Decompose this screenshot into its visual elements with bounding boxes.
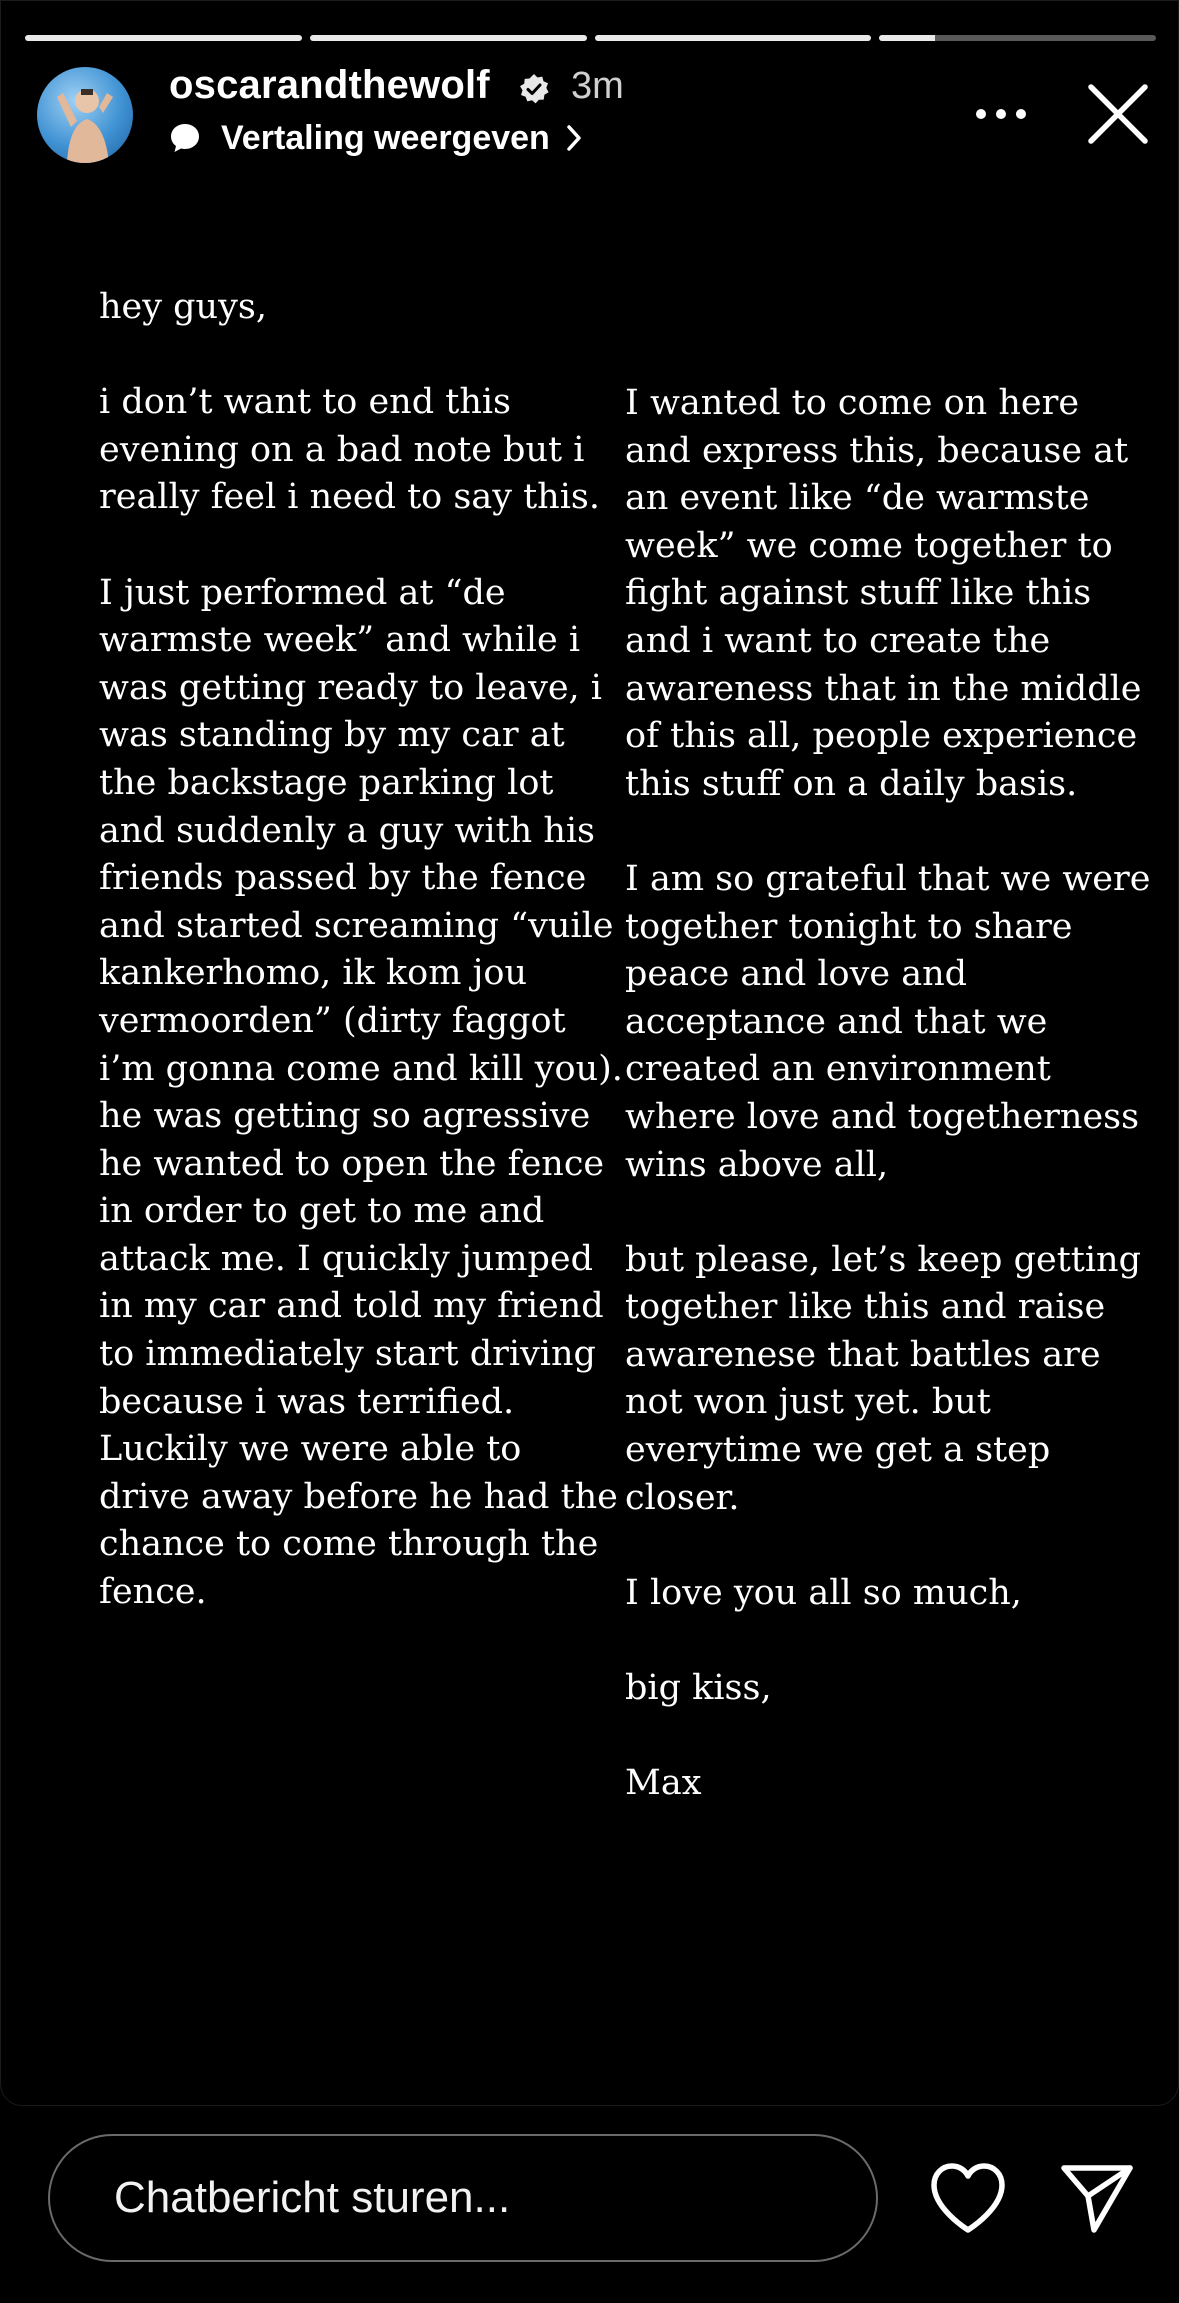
letter-line: to immediately start driving [99, 1334, 596, 1375]
letter-line: peace and love and [625, 954, 968, 995]
letter-line: closer. [625, 1477, 740, 1518]
progress-fill [25, 35, 302, 41]
letter-line: because i was terrified. [99, 1381, 515, 1422]
chat-message-field[interactable] [48, 2134, 878, 2262]
letter-line: kankerhomo, ik kom jou [99, 953, 527, 994]
letter-line: and started screaming “vuile [99, 905, 614, 946]
letter-line: really feel i need to say this. [99, 477, 600, 518]
letter-line: wins above all, [625, 1144, 889, 1185]
letter-line: and i want to create the [625, 620, 1051, 661]
letter-line: together like this and raise [625, 1287, 1106, 1328]
letter-line: was getting ready to leave, i [99, 667, 603, 708]
letter-line: hey guys, [99, 287, 267, 327]
letter-line [625, 1713, 1150, 1761]
letter-line: chance to come through the [99, 1524, 599, 1565]
letter-line: fight against stuff like this [625, 573, 1092, 614]
letter-line [625, 1189, 1150, 1237]
letter-line: Max [625, 1763, 702, 1804]
letter-line: and suddenly a guy with his [99, 810, 596, 851]
letter-line: I wanted to come on here [625, 383, 1080, 423]
letter-line: of this all, people experience [625, 716, 1138, 757]
letter-line: the backstage parking lot [99, 762, 554, 803]
close-icon[interactable] [1085, 81, 1151, 147]
letter-line: not won just yet. but [625, 1382, 991, 1423]
chat-input[interactable] [112, 2172, 816, 2224]
letter-line: week” we come together to [625, 525, 1113, 566]
letter-line: awarenese that battles are [625, 1334, 1101, 1375]
letter-line: he wanted to open the fence [99, 1143, 605, 1184]
story-username[interactable]: oscarandthewolf [169, 63, 490, 107]
letter-line: i’m gonna come and kill you). [99, 1048, 623, 1089]
letter-line: was standing by my car at [99, 715, 565, 756]
letter-line: fence. [99, 1572, 207, 1613]
letter-line: he was getting so agressive [99, 1096, 591, 1137]
progress-fill [310, 35, 587, 41]
letter-line: acceptance and that we [625, 1001, 1048, 1042]
letter-line: together tonight to share [625, 906, 1073, 947]
letter-line [99, 332, 623, 380]
letter-line: Luckily we were able to [99, 1429, 522, 1470]
progress-segment [595, 35, 872, 41]
letter-line: i don’t want to end this [99, 382, 512, 423]
avatar[interactable] [37, 67, 133, 163]
letter-line: I am so grateful that we were [625, 858, 1151, 899]
letter-line [625, 808, 1150, 856]
letter-line: evening on a bad note but i [99, 429, 585, 470]
letter-line: created an environment [625, 1049, 1051, 1090]
letter-line: in order to get to me and [99, 1191, 545, 1232]
letter-line: in my car and told my friend [99, 1286, 604, 1327]
letter-line: an event like “de warmste [625, 478, 1090, 519]
letter-line [625, 1617, 1150, 1665]
chevron-right-icon [564, 123, 584, 153]
more-dots-icon[interactable] [969, 89, 1033, 139]
heart-icon[interactable] [928, 2160, 1008, 2236]
speech-bubble-icon [169, 122, 201, 154]
translate-button[interactable] [169, 113, 584, 163]
letter-line: where love and togetherness [625, 1096, 1140, 1137]
letter-line: and express this, because at [625, 430, 1129, 471]
story-timestamp: 3m [571, 65, 624, 107]
letter-line: drive away before he had the [99, 1476, 618, 1517]
letter-line: big kiss, [625, 1668, 772, 1709]
letter-line: awareness that in the middle [625, 668, 1142, 709]
progress-segment [25, 35, 302, 41]
letter-right-column [625, 380, 1150, 1808]
letter-line [99, 522, 623, 570]
progress-fill [879, 35, 934, 41]
progress-fill [595, 35, 872, 41]
progress-segment [879, 35, 1156, 41]
verified-badge-icon [518, 73, 550, 105]
letter-line: I just performed at “de [99, 572, 506, 613]
letter-line: but please, let’s keep getting [625, 1239, 1141, 1280]
letter-line: attack me. I quickly jumped [99, 1238, 594, 1279]
letter-left-column [99, 284, 623, 1617]
avatar-photo [37, 67, 133, 163]
letter-line: vermoorden” (dirty faggot [99, 1000, 566, 1041]
letter-line [625, 1522, 1150, 1570]
letter-line: friends passed by the fence [99, 858, 587, 899]
letter-line: this stuff on a daily basis. [625, 763, 1078, 804]
translate-label: Vertaling weergeven [221, 118, 550, 157]
story-progress-bar [25, 35, 1156, 41]
letter-line: warmste week” and while i [99, 620, 581, 661]
letter-line: I love you all so much, [625, 1572, 1022, 1613]
progress-segment [310, 35, 587, 41]
letter-line: everytime we get a step [625, 1430, 1051, 1471]
send-icon[interactable] [1056, 2160, 1136, 2236]
